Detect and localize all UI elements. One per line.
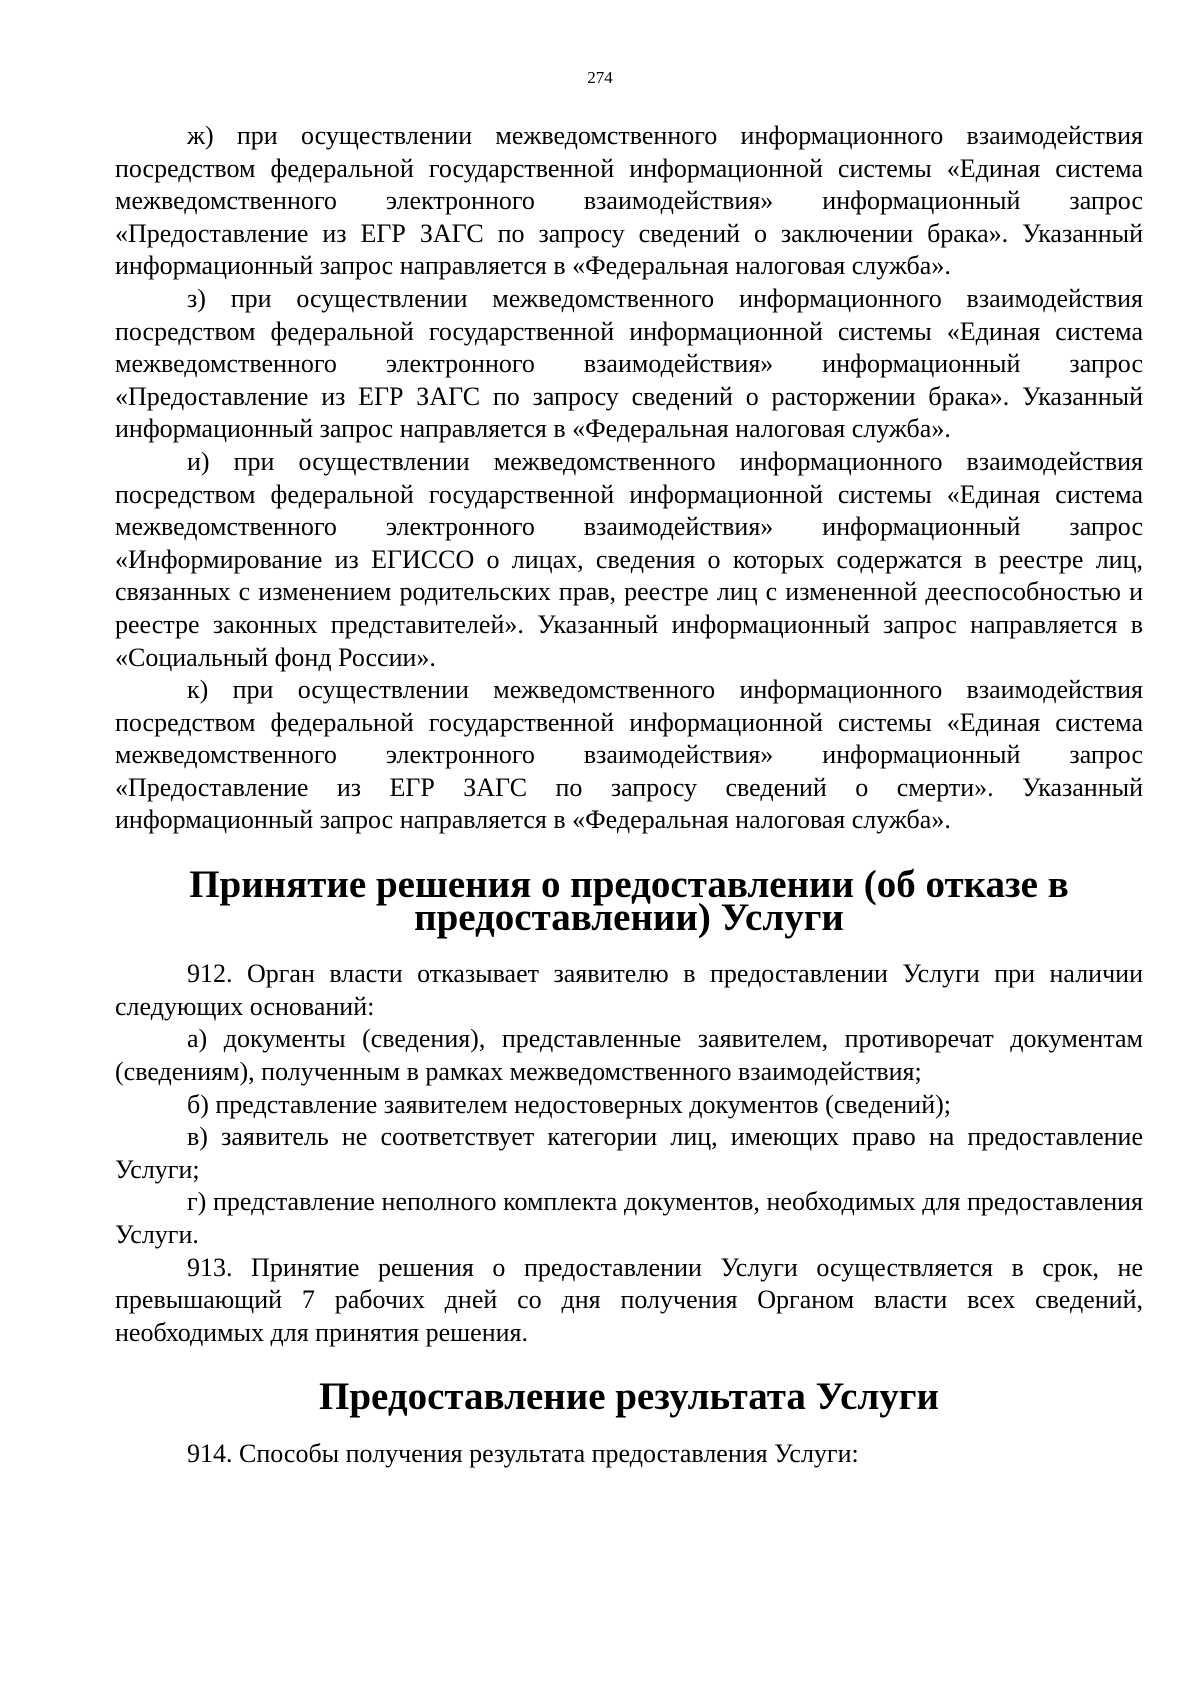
document-body xyxy=(115,120,1143,1471)
paragraph-z: з) при осуществлении межведомственного информационного взаимодействия посредством федеральной государственной информационной системы «Единая система межведомственного электронного взаимодействия» информационный запрос «Предоставление из ЕГР ЗАГС по запросу сведений о расторжении брака». Указанный информационный запрос направляется в «Федеральная налоговая служба». xyxy=(115,283,1143,444)
paragraph-913: 913. Принятие решения о предоставлении Услуги осуществляется в срок, не превышающий 7 рабочих дней со дня получения Органом власти всех сведений, необходимых для принятия решения. xyxy=(115,1252,1143,1347)
paragraph-912-a: а) документы (сведения), представленные заявителем, противоречат документам (сведениям), полученным в рамках межведомственного взаимодействия; xyxy=(115,1024,1143,1087)
section-heading-decision: Принятие решения о предоставлении (об отказе в предоставлении) Услуги xyxy=(189,863,1069,939)
paragraph-912-b: б) представление заявителем недостоверных документов (сведений); xyxy=(187,1089,951,1119)
section-heading-result: Предоставление результата Услуги xyxy=(319,1375,939,1419)
paragraph-912: 912. Орган власти отказывает заявителю в предоставлении Услуги при наличии следующих оснований: xyxy=(115,959,1143,1021)
paragraph-i: и) при осуществлении межведомственного информационного взаимодействия посредством федеральной государственной информационной системы «Единая система межведомственного электронного взаимодействия» информационный запрос «Информирование из ЕГИССО о лицах, сведения о которых содержатся в реестре лиц, связанных с изменением родительских прав, реестре лиц с измененной дееспособностью и реестре законных представителей». Указанный информационный запрос направляется в «Социальный фонд России». xyxy=(115,446,1143,672)
paragraph-912-v: в) заявитель не соответствует категории лиц, имеющих право на предоставление Услуги; xyxy=(115,1122,1143,1184)
paragraph-914: 914. Способы получения результата предоставления Услуги: xyxy=(187,1438,859,1468)
paragraph-k: к) при осуществлении межведомственного информационного взаимодействия посредством федеральной государственной информационной системы «Единая система межведомственного электронного взаимодействия» информационный запрос «Предоставление из ЕГР ЗАГС по запросу сведений о смерти». Указанный информационный запрос направляется в «Федеральная налоговая служба». xyxy=(115,675,1143,835)
page-number: 274 xyxy=(587,68,613,87)
paragraph-zh: ж) при осуществлении межведомственного информационного взаимодействия посредством федеральной государственной информационной системы «Единая система межведомственного электронного взаимодействия» информационный запрос «Предоставление из ЕГР ЗАГС по запросу сведений о заключении брака». Указанный информационный запрос направляется в «Федеральная налоговая служба». xyxy=(115,121,1143,281)
paragraph-912-g: г) представление неполного комплекта документов, необходимых для предоставления Услуги. xyxy=(115,1187,1143,1249)
